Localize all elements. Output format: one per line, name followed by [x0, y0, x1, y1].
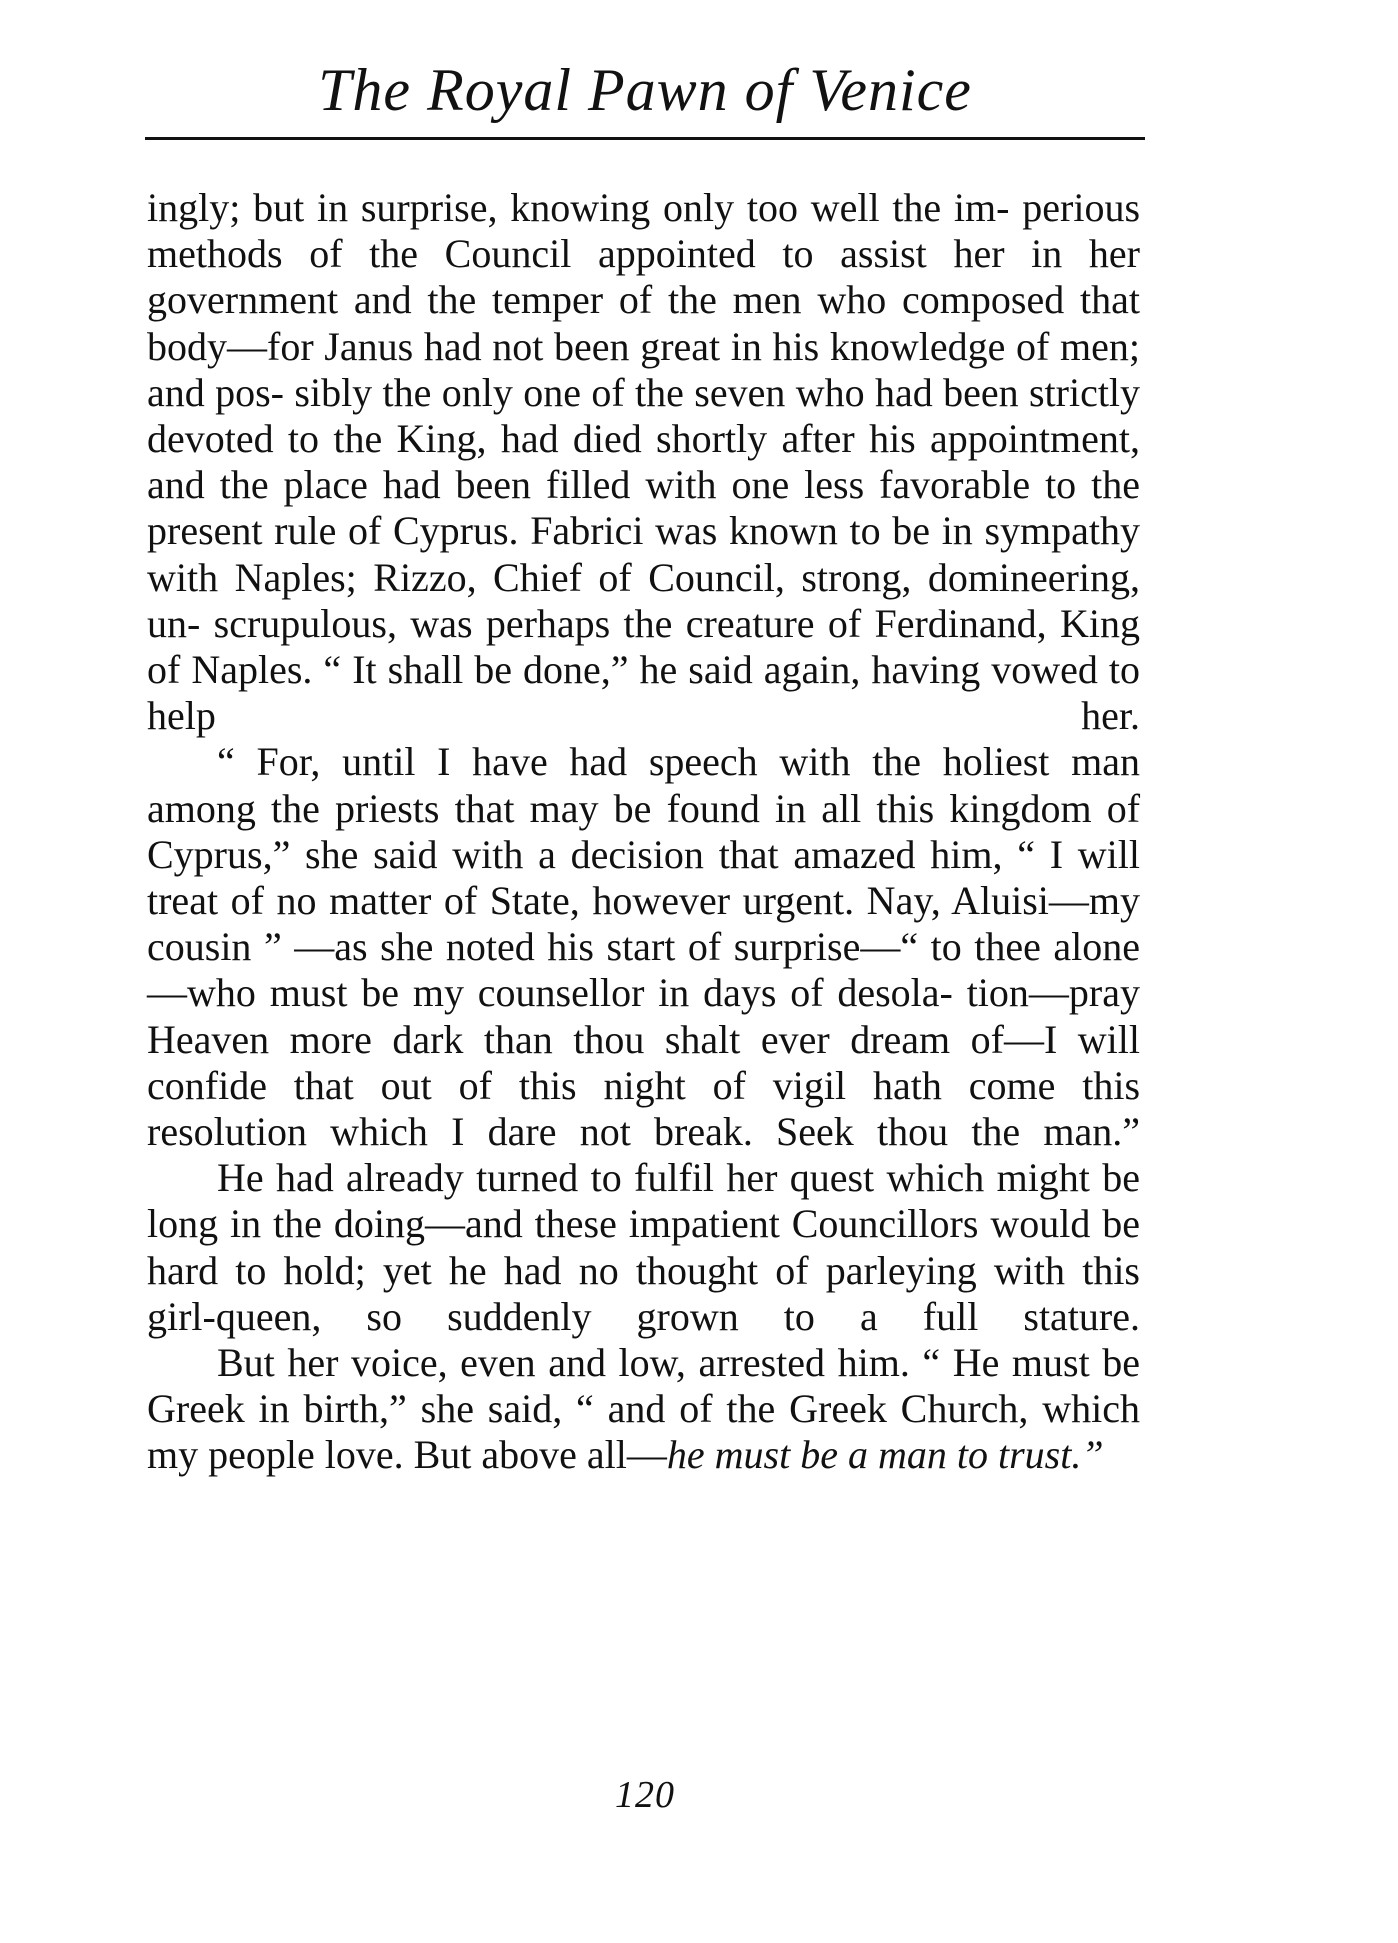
text-line: that amazed him, “ I will treat of no matter of [147, 831, 1141, 924]
text-line: dream of—I will confide that out of this night of [147, 1016, 1141, 1108]
text-line: Fabrici was known to be in sympathy with Naples; [147, 508, 1140, 600]
body-text [147, 185, 1140, 1479]
text-line: Councillors would be hard to hold; yet he had [147, 1201, 1140, 1293]
text-line: vigil hath come this resolution which I dare not [147, 1062, 1141, 1155]
text-line: “ He must be Greek in birth,” she said, “ and of the [147, 1340, 1141, 1432]
text-line: —who must be my counsellor in days of desola- [147, 970, 953, 1016]
text-line: perious methods of the Council appointed to assist [147, 185, 1141, 277]
text-line: strictly devoted to the King, had died shortly after [147, 369, 1141, 462]
text-line: King of Naples. “ It shall be done,” he said again, [147, 600, 1140, 693]
text-line: suddenly grown to a full stature. [447, 1293, 1140, 1339]
header-rule [145, 137, 1145, 140]
text-line: scrupulous, was perhaps the creature of Ferdinand, [213, 600, 1047, 646]
text-line: having vowed to help her. [147, 647, 1140, 739]
text-line: one less favorable to the present rule of Cyprus. [147, 462, 1141, 554]
text-line: tion—pray Heaven more dark than thou shalt ever [147, 970, 1140, 1062]
text-line: —as she noted his start of surprise—“ to thee alone [294, 924, 1141, 970]
text-line: great in his knowledge of men; and pos- [147, 323, 1141, 415]
text-line: break. Seek thou the man.” [654, 1109, 1141, 1155]
text-line: State, however urgent. Nay, Aluisi—my cousin ” [147, 878, 1141, 970]
final-line-italic: he must be a man to trust.” [666, 1432, 1104, 1478]
paragraph-3 [147, 1155, 1140, 1340]
page-number: 120 [615, 1774, 675, 1816]
text-line: no thought of parleying with this girl-queen, so [147, 1247, 1140, 1339]
paragraph-1 [147, 185, 1140, 739]
text-line: this kingdom of Cyprus,” she said with a decision [147, 785, 1141, 877]
text-line: He had already turned to fulfil her quest which [217, 1155, 985, 1201]
text-line: his appointment, and the place had been filled with [147, 416, 1141, 508]
text-line: sibly the only one of the seven who had been [294, 369, 1019, 415]
text-line: who composed that body—for Janus had not been [147, 277, 1140, 369]
paragraph-2 [147, 739, 1140, 1155]
text-line: man among the priests that may be found in all [147, 739, 1141, 831]
paragraph-4 [147, 1340, 1140, 1479]
running-head-title: The Royal Pawn of Venice [318, 57, 972, 123]
text-line: ingly; but in surprise, knowing only too well the im- [147, 185, 1010, 230]
text-line: Greek Church, which my people love. But above [147, 1386, 1141, 1478]
text-line: But her voice, even and low, arrested him. [217, 1340, 910, 1386]
text-line: Rizzo, Chief of Council, strong, domineering, un- [147, 554, 1140, 646]
text-line: might be long in the doing—and these impatient [147, 1155, 1140, 1247]
text-line: “ For, until I have had speech with the holiest [217, 739, 1050, 785]
text-line: her in her government and the temper of the men [147, 231, 1141, 323]
final-line-roman: all— [586, 1432, 667, 1478]
